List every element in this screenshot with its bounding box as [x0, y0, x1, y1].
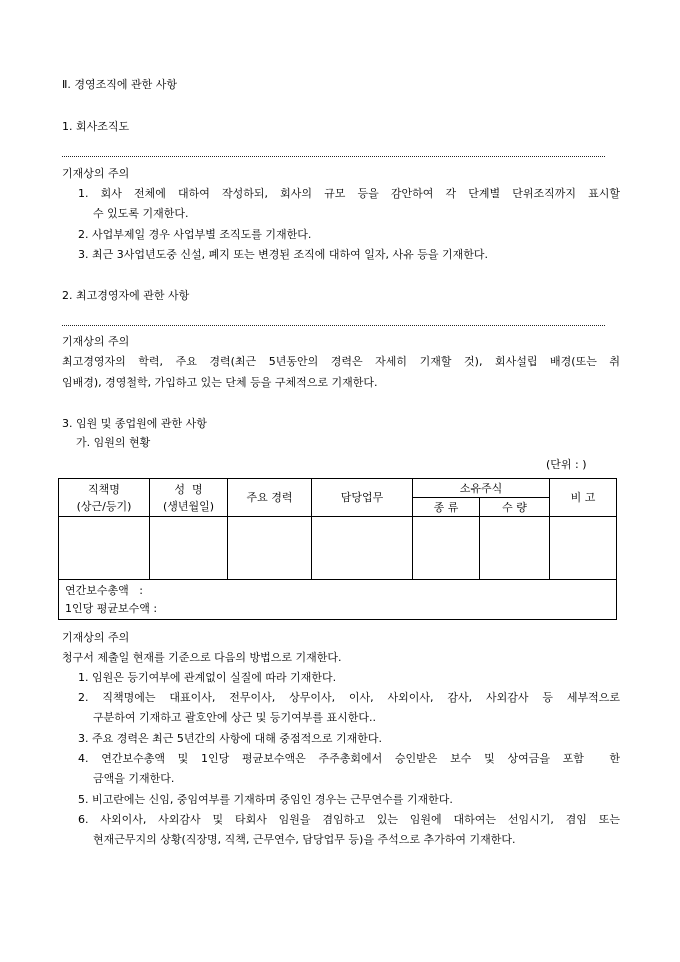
- avg-per-person-label: 1인당 평균보수액 :: [65, 601, 158, 615]
- col-name-sublabel: (생년월일): [162, 499, 215, 513]
- unit-label: (단위 : ): [546, 458, 587, 471]
- cell-career: [228, 517, 312, 580]
- s3-item-6: 6. 사외이사, 사외감사 및 타회사 임원을 겸임하고 있는 임원에 대하여는 선임시기, 겸임 또는: [78, 813, 620, 826]
- annual-total-label: 연간보수총액 :: [65, 583, 143, 597]
- executive-table: [58, 478, 617, 620]
- cell-title: [59, 517, 150, 580]
- col-name-label: 성 명: [174, 482, 203, 496]
- section-title: Ⅱ. 경영조직에 관한 사항: [62, 78, 178, 91]
- col-shares-header: 소유주식: [413, 479, 550, 498]
- s3-subheading: 가. 임원의 현황: [76, 436, 151, 449]
- s3-item-6-cont: 현재근무지의 상황(직장명, 직책, 근무연수, 담당업무 등)을 주석으로 추가하여 기재한다.: [93, 833, 516, 846]
- s2-fill-line: [62, 325, 605, 326]
- cell-note: [550, 517, 617, 580]
- table-row: [59, 517, 617, 580]
- s1-item-1: 1. 회사 전체에 대하여 작성하되, 회사의 규모 등을 감안하여 각 단계별 단위조직까지 표시할: [78, 187, 620, 200]
- s3-item-5: 5. 비고란에는 신임, 중임여부를 기재하며 중임인 경우는 근무연수를 기재한다.: [78, 793, 453, 806]
- col-qty-header: 수 량: [480, 498, 550, 517]
- s2-note-label: 기재상의 주의: [62, 335, 130, 348]
- compensation-summary: [59, 580, 617, 620]
- col-title-sublabel: (상근/등기): [76, 499, 132, 513]
- s2-line-2: 임배경), 경영철학, 가입하고 있는 단체 등을 구체적으로 기재한다.: [62, 376, 378, 389]
- s3-item-4: 4. 연간보수총액 및 1인당 평균보수액은 주주총회에서 승인받은 보수 및 상여금을 포함 한: [78, 752, 620, 765]
- s3-note-label: 기재상의 주의: [62, 631, 130, 644]
- s3-item-2: 2. 직책명에는 대표이사, 전무이사, 상무이사, 이사, 사외이사, 감사, 사외감사 등 세부적으로: [78, 691, 620, 704]
- cell-name: [150, 517, 228, 580]
- s1-note-label: 기재상의 주의: [62, 167, 130, 180]
- s2-heading: 2. 최고경영자에 관한 사항: [62, 289, 190, 302]
- col-kind-header: 종 류: [413, 498, 480, 517]
- s2-line-1: 최고경영자의 학력, 주요 경력(최근 5년동안의 경력은 자세히 기재할 것), 회사설립 배경(또는 취: [62, 355, 620, 368]
- s1-item-1-cont: 수 있도록 기재한다.: [93, 207, 189, 220]
- s3-heading: 3. 임원 및 종업원에 관한 사항: [62, 417, 207, 430]
- col-title-header: [59, 479, 150, 517]
- cell-duty: [312, 517, 413, 580]
- s3-item-4-cont: 금액을 기재한다.: [93, 772, 175, 785]
- s3-intro: 청구서 제출일 현재를 기준으로 다음의 방법으로 기재한다.: [62, 651, 342, 664]
- cell-qty: [480, 517, 550, 580]
- s3-item-1: 1. 임원은 등기여부에 관계없이 실질에 따라 기재한다.: [78, 671, 337, 684]
- s1-item-3: 3. 최근 3사업년도중 신설, 폐지 또는 변경된 조직에 대하여 일자, 사유 등을 기재한다.: [78, 248, 488, 261]
- col-title-label: 직책명: [88, 482, 120, 496]
- col-note-header: 비 고: [550, 479, 617, 517]
- s3-item-3: 3. 주요 경력은 최근 5년간의 사항에 대해 중점적으로 기재한다.: [78, 732, 382, 745]
- col-duty-header: 담당업무: [312, 479, 413, 517]
- s3-item-2-cont: 구분하여 기재하고 괄호안에 상근 및 등기여부를 표시한다..: [93, 711, 376, 724]
- col-career-header: 주요 경력: [228, 479, 312, 517]
- cell-kind: [413, 517, 480, 580]
- s1-fill-line: [62, 156, 605, 157]
- s1-item-2: 2. 사업부제일 경우 사업부별 조직도를 기재한다.: [78, 228, 312, 241]
- s1-heading: 1. 회사조직도: [62, 120, 130, 133]
- col-name-header: [150, 479, 228, 517]
